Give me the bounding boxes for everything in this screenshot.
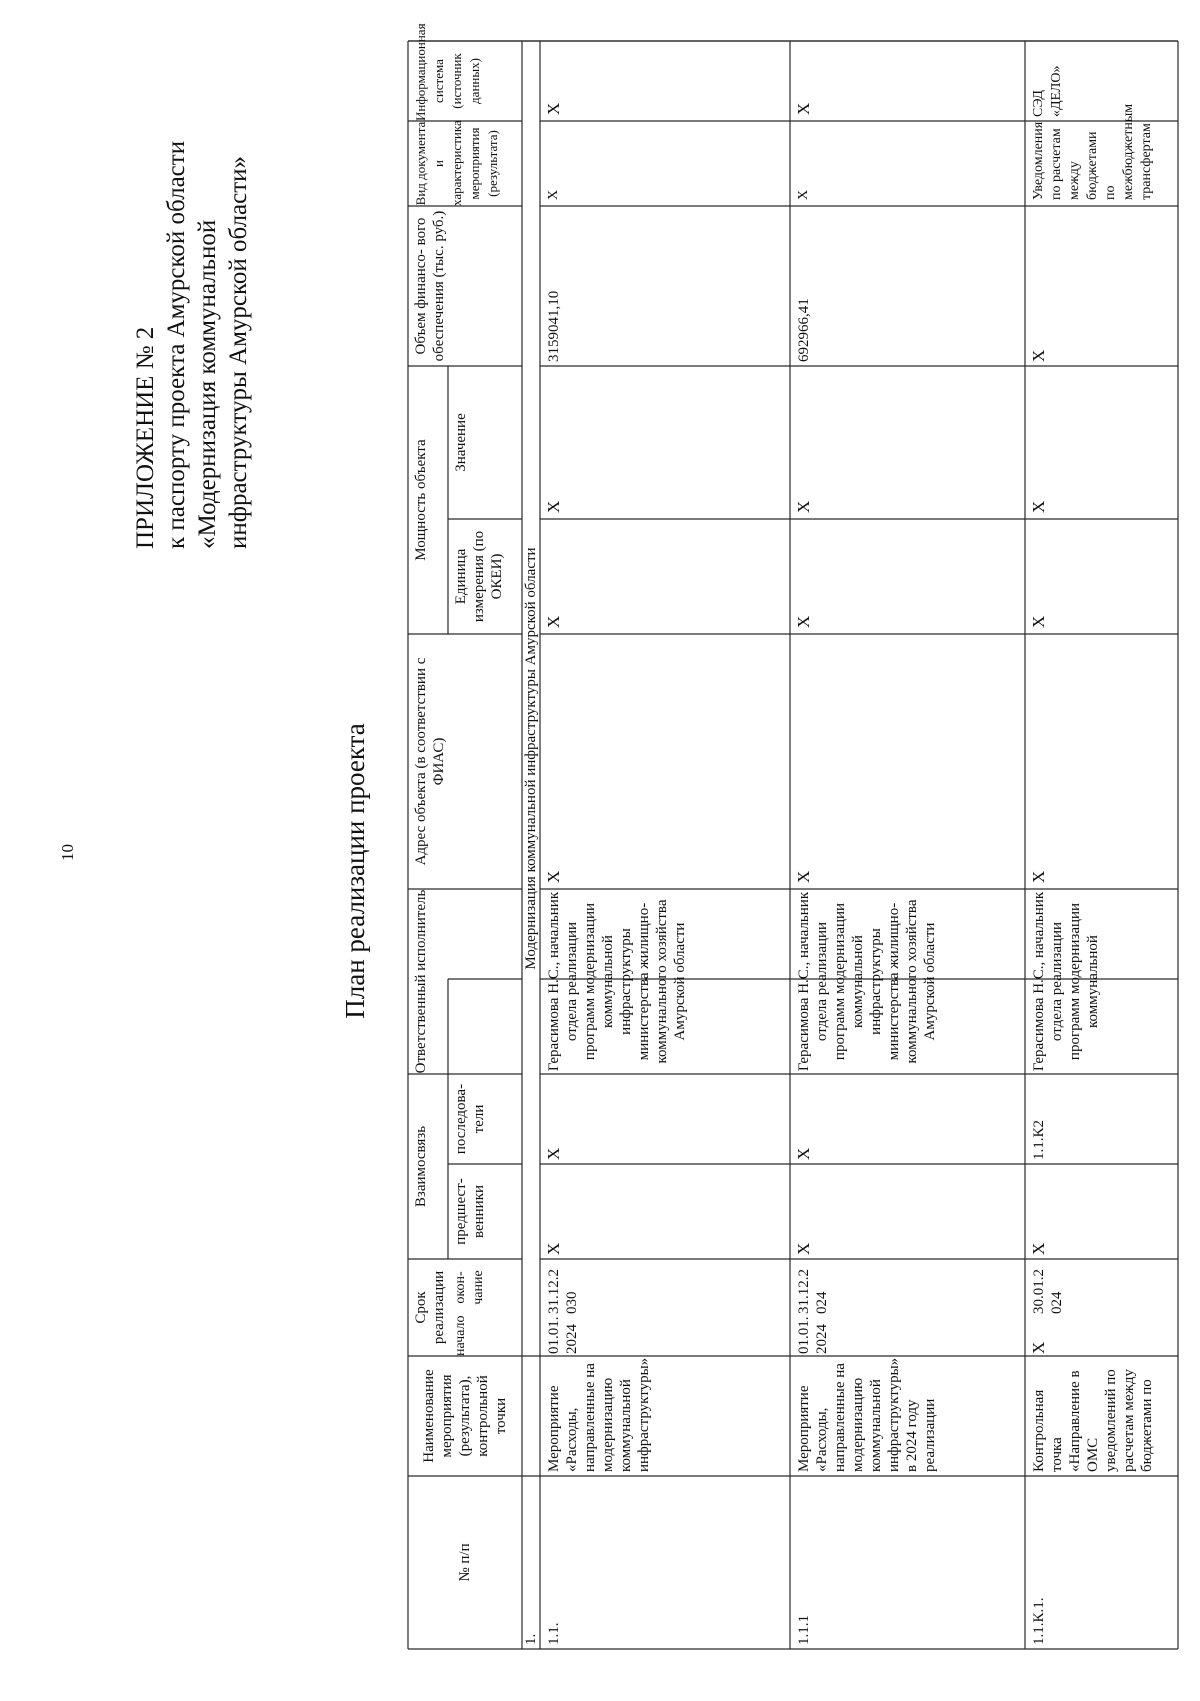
row-1-unit: X (544, 615, 563, 628)
col-header-resp: Ответственный исполнитель (413, 889, 429, 1074)
section-number: 1. (523, 1633, 539, 1645)
row-2-num: 1.1.1 (796, 1615, 812, 1645)
row-1-num: 1.1. (546, 1622, 562, 1645)
row-3-unit: X (1029, 615, 1048, 628)
row-1-resp: Герасимова Н.С., начальник отдела реализации программ модернизации коммунальной инфраструктуры министерства жилищно- коммунального хозяйства Амурской области (546, 891, 688, 1072)
row-2-prev: X (794, 1242, 813, 1255)
col-header-name: Наименование мероприятия (результата), контрольной точки (421, 1369, 509, 1463)
row-3-prev: X (1029, 1242, 1048, 1255)
col-header-link-next: последова- тели (453, 1083, 487, 1155)
appendix-subtitle-1: к паспорту проекта Амурской области (163, 140, 190, 549)
plan-title: План реализации проекта (340, 723, 370, 1019)
col-header-info: Информационная система (источник данных) (413, 23, 482, 121)
row-3-end: 30.01.2 024 (1031, 1269, 1065, 1314)
row-2-resp: Герасимова Н.С., начальник отдела реализации программ модернизации коммунальной инфраструктуры министерства жилищно- коммунального хозяйства Амурской области (796, 891, 938, 1072)
row-3-addr: X (1029, 870, 1048, 883)
col-header-fin: Объем финансо- вого обеспечения (тыс. руб.) (413, 210, 447, 362)
row-3-value: X (1029, 500, 1048, 513)
appendix-subtitle-3: инфраструктуры Амурской области» (225, 155, 252, 549)
row-3-num: 1.1.К.1. (1031, 1597, 1047, 1645)
col-header-num: № п/п (457, 1543, 473, 1582)
row-3-next: 1.1.К2 (1031, 1119, 1047, 1160)
row-1-start: 01.01. 2024 (546, 1316, 580, 1354)
row-2-value: X (794, 500, 813, 513)
row-1-next: X (544, 1147, 563, 1160)
appendix-header (130, 29, 254, 549)
row-2-addr: X (794, 870, 813, 883)
appendix-title: ПРИЛОЖЕНИЕ № 2 (132, 326, 159, 549)
section-title: Модернизация коммунальной инфраструктуры Амурской области (523, 547, 539, 970)
row-1-fin: 3159041,10 (546, 290, 562, 362)
row-1-info: X (544, 102, 563, 115)
row-2-info: X (794, 102, 813, 115)
page-number: 10 (58, 844, 77, 861)
col-header-term-start: начало (453, 1315, 468, 1356)
col-header-power: Мощность объекта (413, 439, 429, 561)
row-2-fin: 692966,41 (796, 298, 812, 362)
row-3-info: СЭД «ДЕЛО» (1031, 65, 1064, 117)
row-2-doc: X (796, 189, 811, 200)
row-1-value: X (544, 500, 563, 513)
row-1-name: Мероприятие «Расходы, направленные на модернизацию коммунальной инфраструктуры» (546, 1357, 652, 1472)
col-header-addr: Адрес объекта (в соответствии с ФИАС) (413, 657, 447, 866)
row-1-prev: X (544, 1242, 563, 1255)
col-header-link-prev: предшест- венники (453, 1178, 487, 1245)
row-2-start: 01.01. 2024 (796, 1316, 830, 1354)
row-1-doc: X (546, 189, 561, 200)
appendix-subtitle-2: «Модернизация коммунальной (194, 219, 221, 549)
col-header-term: Срок реализации (413, 1270, 447, 1345)
row-1-addr: X (544, 870, 563, 883)
row-3-doc: Уведомления по расчетам между бюджетами по межбюджетным трансфертам (1031, 103, 1154, 200)
row-3-start: X (1029, 1341, 1048, 1354)
row-2-unit: X (794, 615, 813, 628)
col-header-link: Взаимосвязь (413, 1125, 429, 1208)
row-3-name: Контрольная точка «Направление в ОМС уведомлений по расчетам между бюджетами по (1031, 1368, 1155, 1472)
row-2-next: X (794, 1147, 813, 1160)
col-header-power-unit: Единица измерения (по ОКЕИ) (453, 530, 505, 623)
col-header-doc: Вид документа и характеристика мероприятия (результата) (413, 120, 500, 206)
row-2-name: Мероприятие «Расходы, направленные на модернизацию коммунальной инфраструктуры» в 2024 году реализации (796, 1357, 938, 1472)
col-header-term-end: окон- чание (453, 1270, 486, 1305)
row-3-fin: X (1029, 349, 1048, 362)
col-header-power-value: Значение (453, 413, 469, 472)
row-3-resp: Герасимова Н.С., начальник отдела реализации программ модернизации коммунальной (1031, 891, 1101, 1072)
row-2-end: 31.12.2 024 (796, 1269, 830, 1314)
row-1-end: 31.12.2 030 (546, 1269, 580, 1314)
